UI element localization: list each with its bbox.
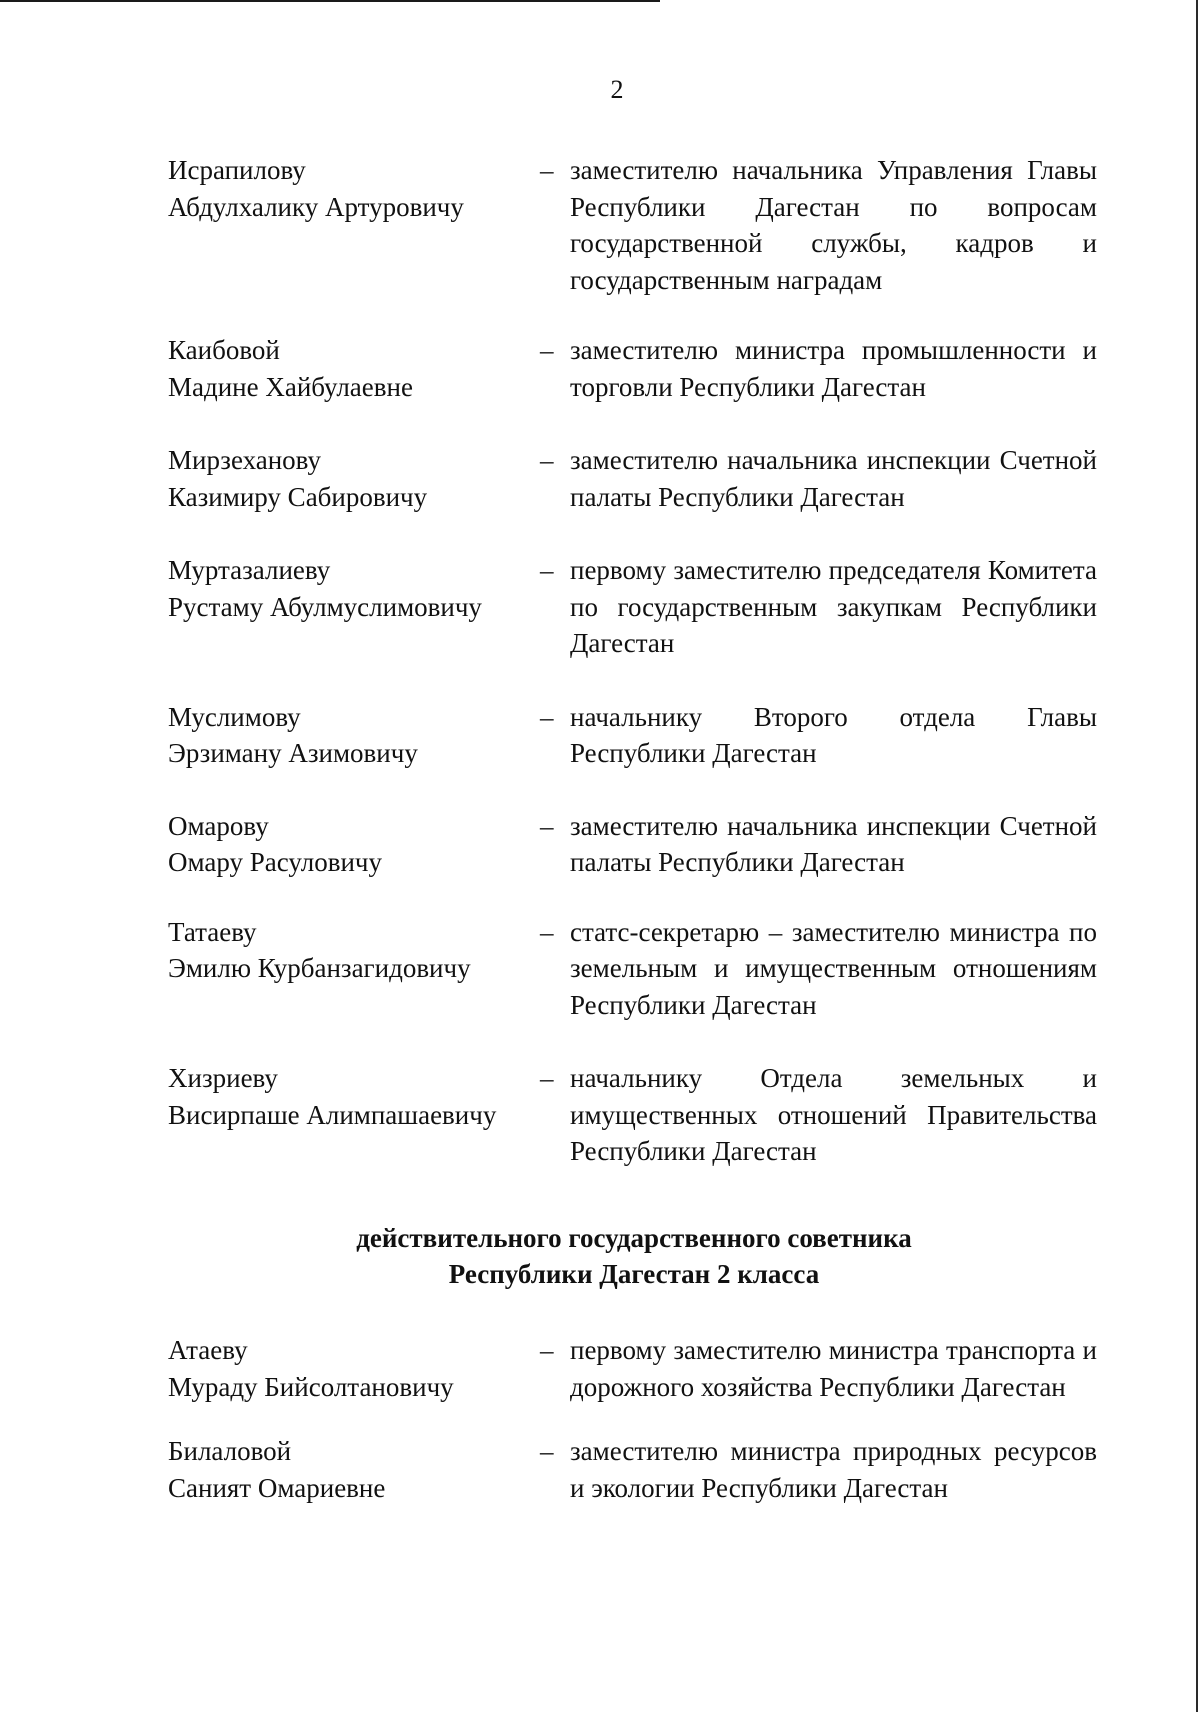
person-name [168, 332, 538, 405]
person-name [168, 699, 538, 772]
given-names: Эрзиману Азимовичу [168, 738, 418, 768]
appointment-entry [168, 1332, 1098, 1405]
scan-edge-right [1196, 0, 1198, 1712]
appointment-entry [168, 552, 1098, 662]
given-names: Омару Расуловичу [168, 847, 382, 877]
given-names: Эмилю Курбанзагидовичу [168, 953, 471, 983]
section-heading-line: действительного государственного советника [356, 1223, 912, 1253]
dash-separator: – [540, 335, 554, 365]
appointment-entry [168, 1433, 1098, 1506]
given-names: Абдулхалику Артуровичу [168, 191, 464, 222]
given-names: Саният Омариевне [168, 1472, 386, 1503]
surname: Муслимову [168, 701, 301, 732]
given-names: Казимиру Сабировичу [168, 481, 428, 512]
dash-separator: – [540, 555, 554, 585]
given-names: Рустаму Абулмуслимовичу [168, 591, 482, 622]
person-name [168, 1332, 538, 1405]
surname: Каибовой [168, 335, 280, 365]
surname: Билаловой [168, 1436, 292, 1466]
dash-separator: – [540, 1063, 554, 1093]
person-name [168, 442, 538, 515]
surname: Татаеву [168, 916, 257, 947]
appointment-entry [168, 808, 1098, 881]
position-title: статс-секретарю – заместителю министра по земельным и имущественным отношениям Республики Дагестан [570, 916, 1097, 1020]
position-title: заместителю министра промышленности и торговли Республики Дагестан [570, 335, 1097, 402]
appointment-entry [168, 152, 1098, 298]
dash-separator: – [540, 155, 554, 185]
person-name [168, 1060, 538, 1170]
position-title: начальнику Отдела земельных и имущественных отношений Правительства Республики Дагестан [570, 1063, 1097, 1166]
person-name [168, 152, 538, 298]
surname: Хизриеву [168, 1063, 278, 1093]
person-name [168, 808, 538, 881]
person-name [168, 552, 538, 662]
surname: Атаеву [168, 1335, 248, 1365]
appointment-entry [168, 332, 1098, 405]
dash-separator: – [540, 445, 554, 475]
dash-separator: – [540, 1436, 554, 1466]
position-title: первому заместителю министра транспорта и дорожного хозяйства Республики Дагестан [570, 1335, 1097, 1402]
surname: Мирзеханову [168, 445, 321, 475]
person-name [168, 914, 538, 1024]
given-names: Мураду Бийсолтановичу [168, 1371, 454, 1402]
appointment-list-class-2 [168, 1332, 1098, 1506]
appointment-entry [168, 914, 1098, 1024]
section-heading [0, 1220, 1200, 1292]
scan-edge-top [0, 0, 660, 2]
position-title: заместителю министра природных ресурсов и экологии Республики Дагестан [570, 1436, 1097, 1503]
position-title: заместителю начальника инспекции Счетной палаты Республики Дагестан [570, 445, 1097, 512]
surname: Муртазалиеву [168, 555, 331, 585]
position-title: заместителю начальника Управления Главы Республики Дагестан по вопросам государственной службы, кадров и государственным наградам [570, 155, 1097, 295]
dash-separator: – [540, 810, 554, 841]
appointment-list [168, 152, 1098, 1170]
position-title: первому заместителю председателя Комитета по государственным закупкам Республики Дагестан [570, 555, 1097, 658]
appointment-entry [168, 699, 1098, 772]
position-title: начальнику Второго отдела Главы Республики Дагестан [570, 701, 1097, 768]
person-name [168, 1433, 538, 1506]
page-number: 2 [610, 75, 624, 104]
given-names: Мадине Хайбулаевне [168, 371, 413, 402]
dash-separator: – [540, 1335, 554, 1365]
dash-separator: – [540, 701, 554, 732]
surname: Омарову [168, 810, 269, 841]
dash-separator: – [540, 916, 554, 947]
appointment-entry [168, 1060, 1098, 1170]
given-names: Висирпаше Алимпашаевичу [168, 1099, 497, 1130]
section-heading-line: Республики Дагестан 2 класса [448, 1259, 820, 1289]
appointment-entry [168, 442, 1098, 515]
position-title: заместителю начальника инспекции Счетной палаты Республики Дагестан [570, 810, 1097, 877]
surname: Исрапилову [168, 155, 306, 185]
